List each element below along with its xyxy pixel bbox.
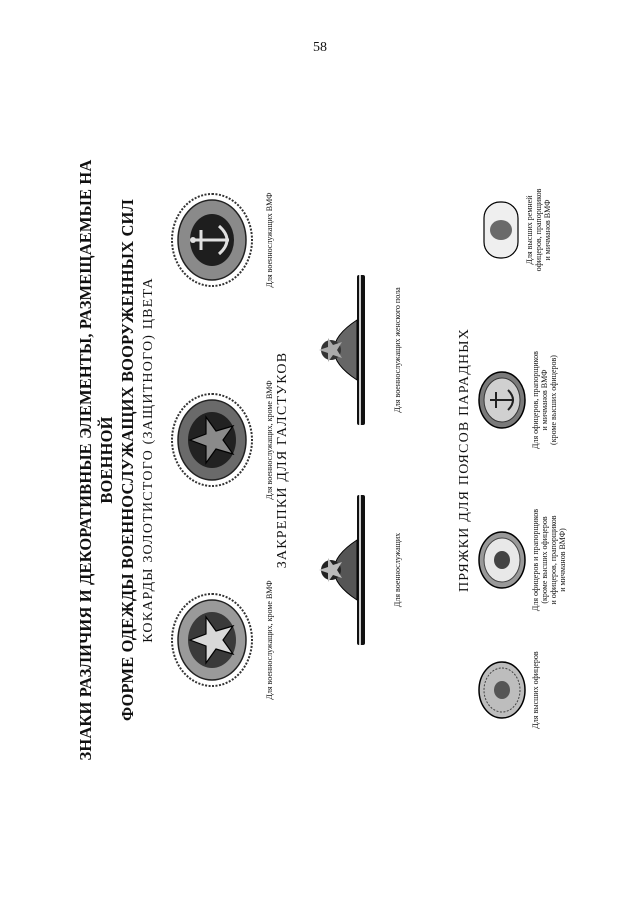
tie-clip-2	[301, 275, 391, 425]
section-title-tie-clips: ЗАКРЕПКИ ДЛЯ ГАЛСТУКОВ	[275, 351, 290, 569]
buckle-icon	[477, 370, 527, 430]
tie-clip-icon	[301, 275, 391, 425]
caption-line: и мичманов ВМФ	[540, 369, 549, 431]
cockade-navy	[167, 190, 257, 290]
caption-line: Для высших ремней	[525, 195, 534, 265]
cockade-caption: Для военнослужащих ВМФ	[265, 192, 274, 288]
caption-line: (кроме высших офицеров	[540, 516, 549, 604]
caption-line: и мичманов ВМФ)	[558, 528, 567, 592]
tie-clip-icon	[301, 495, 391, 645]
caption-line: (кроме высших офицеров)	[549, 355, 558, 445]
buckle-4	[481, 200, 521, 260]
buckle-caption	[525, 160, 552, 300]
cockade-caption: Для военнослужащих, кроме ВМФ	[265, 580, 274, 700]
buckle-1	[477, 660, 527, 720]
caption-line: Для высших офицеров	[531, 651, 540, 729]
cockade-star-icon	[167, 390, 257, 490]
page-number: 58	[313, 40, 327, 55]
section-title-cockades: КОКАРДЫ ЗОЛОТИСТОГО (ЗАЩИТНОГО) ЦВЕТА	[141, 277, 156, 643]
cockade-star-icon	[167, 590, 257, 690]
cockade-star-2	[167, 390, 257, 490]
caption-line: офицеров, прапорщиков	[534, 188, 543, 272]
page-title	[75, 120, 138, 800]
caption-line: и офицеров, прапорщиков	[549, 515, 558, 605]
tie-clip-1	[301, 495, 391, 645]
caption-line: Для офицеров и прапорщиков	[531, 508, 540, 612]
buckle-3	[477, 370, 527, 430]
buckle-caption	[531, 335, 558, 465]
buckle-icon	[477, 530, 527, 590]
tie-clip-caption: Для военнослужащих женского пола	[393, 287, 402, 413]
tie-clip-caption: Для военнослужащих	[393, 532, 402, 608]
buckle-caption	[531, 495, 567, 625]
buckle-icon	[481, 200, 521, 260]
caption-line: Для офицеров, прапорщиков	[531, 351, 540, 449]
buckle-2	[477, 530, 527, 590]
section-title-buckles: ПРЯЖКИ ДЛЯ ПОЯСОВ ПАРАДНЫХ	[457, 327, 472, 593]
cockade-star-1	[167, 590, 257, 690]
anchor-cockade-icon	[167, 190, 257, 290]
caption-line: и мичманов ВМФ	[543, 199, 552, 261]
buckle-icon	[477, 660, 527, 720]
document-sheet	[75, 120, 595, 800]
title-line: ФОРМЕ ОДЕЖДЫ ВОЕННОСЛУЖАЩИХ ВООРУЖЕННЫХ СИЛ	[118, 199, 137, 721]
title-line: ЗНАКИ РАЗЛИЧИЯ И ДЕКОРАТИВНЫЕ ЭЛЕМЕНТЫ, РАЗМЕЩАЕМЫЕ НА ВОЕННОЙ	[76, 159, 116, 761]
buckle-caption	[531, 625, 540, 755]
cockade-caption: Для военнослужащих, кроме ВМФ	[265, 380, 274, 500]
